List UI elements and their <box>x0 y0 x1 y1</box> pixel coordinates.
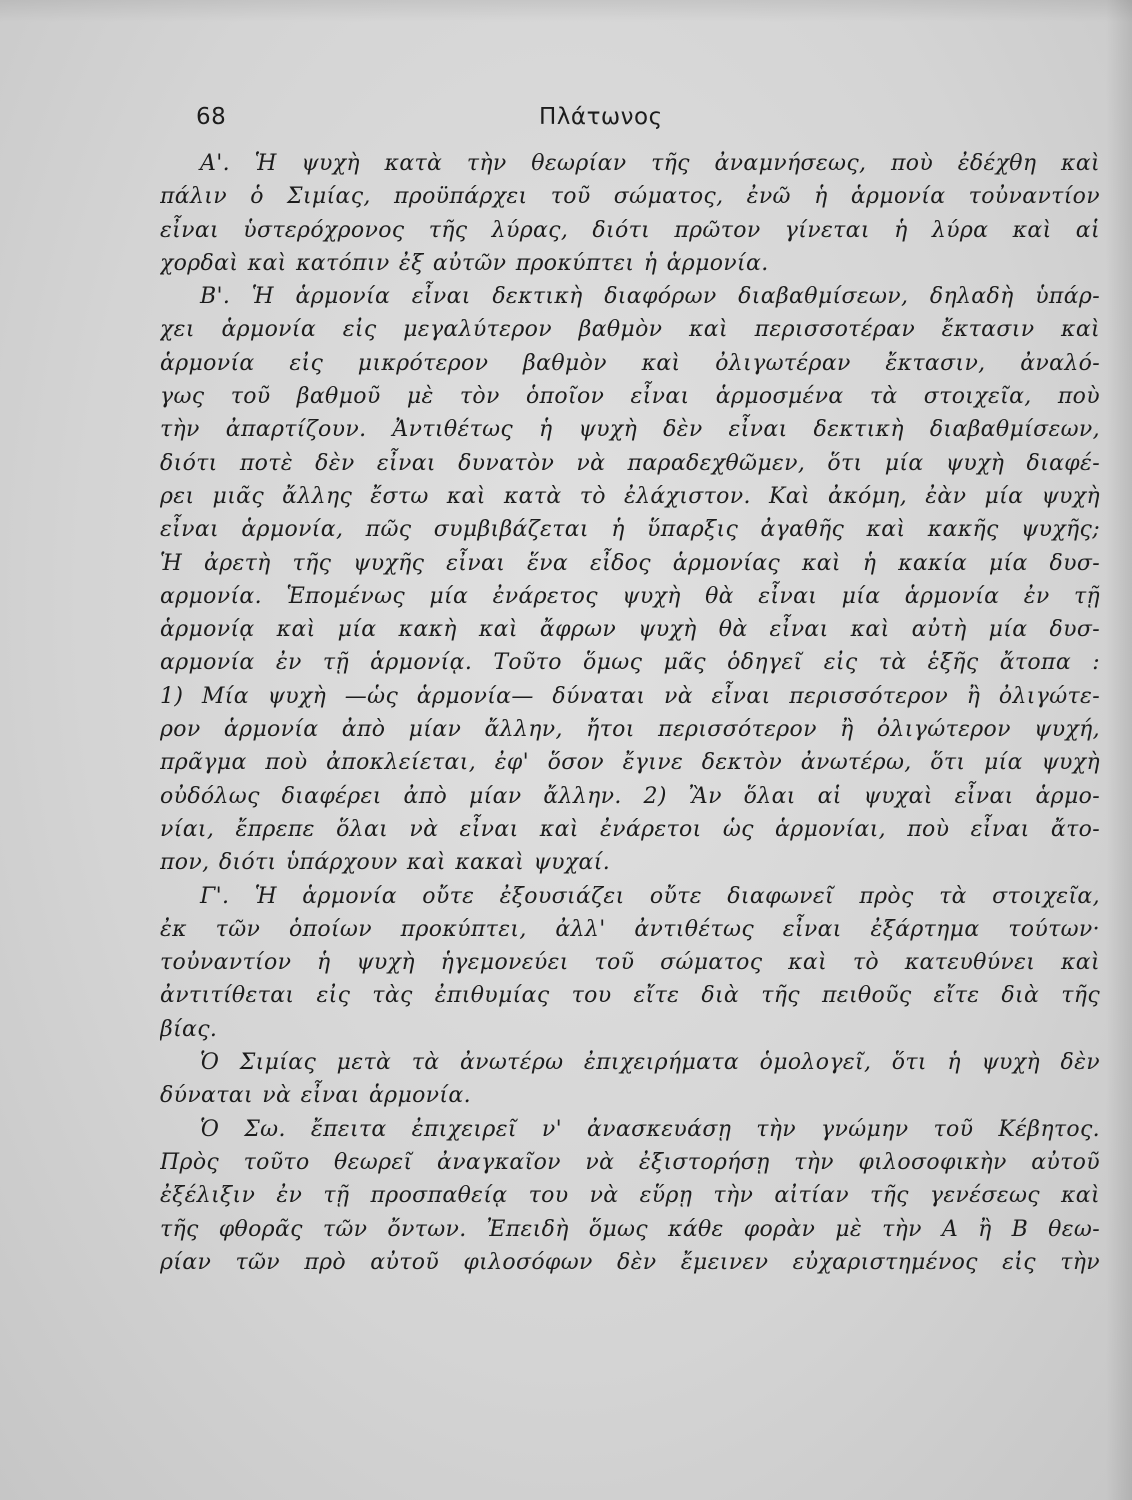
text-line: ρον ἁρμονία ἀπὸ μίαν ἄλλην, ἤτοι περισσότερον ἢ ὀλιγώτερον ψυχή, <box>160 717 1100 743</box>
page-edge-shadow <box>1106 0 1132 1500</box>
text-line: χορδαὶ καὶ κατόπιν ἐξ αὐτῶν προκύπτει ἡ ἁρμονία. <box>160 250 769 276</box>
text-line: Α'. Ἡ ψυχὴ κατὰ τὴν θεωρίαν τῆς ἀναμνήσεως, ποὺ ἐδέχθη καὶ <box>200 151 1100 176</box>
body-text <box>160 147 1100 1477</box>
text-line: οὐδόλως διαφέρει ἀπὸ μίαν ἄλλην. 2) Ἂν ὅλαι αἱ ψυχαὶ εἶναι ἁρμο- <box>160 783 1100 809</box>
page-top-shadow <box>0 0 1132 22</box>
text-line: χει ἁρμονία εἰς μεγαλύτερον βαθμὸν καὶ περισσοτέραν ἔκτασιν καὶ <box>160 317 1100 343</box>
text-line: διότι ποτὲ δὲν εἶναι δυνατὸν νὰ παραδεχθῶμεν, ὅτι μία ψυχὴ διαφέ- <box>160 450 1100 476</box>
text-line: εἶναι ἁρμονία, πῶς συμβιβάζεται ἡ ὕπαρξις ἀγαθῆς καὶ κακῆς ψυχῆς; <box>160 517 1100 543</box>
running-title: Πλάτωνος <box>539 104 663 130</box>
text-line: αρμονία ἐν τῇ ἁρμονίᾳ. Τοῦτο ὅμως μᾶς ὁδηγεῖ εἰς τὰ ἑξῆς ἄτοπα : <box>160 650 1100 676</box>
text-line: γως τοῦ βαθμοῦ μὲ τὸν ὁποῖον εἶναι ἁρμοσμένα τὰ στοιχεῖα, ποὺ <box>160 384 1100 410</box>
text-line: ἀντιτίθεται εἰς τὰς ἐπιθυμίας του εἴτε διὰ τῆς πειθοῦς εἴτε διὰ τῆς <box>160 983 1100 1009</box>
text-line: Ὁ Σιμίας μετὰ τὰ ἀνωτέρω ἐπιχειρήματα ὁμολογεῖ, ὅτι ἡ ψυχὴ δὲν <box>200 1050 1100 1076</box>
text-line: Ὁ Σω. ἔπειτα ἐπιχειρεῖ ν' ἀνασκευάσῃ τὴν γνώμην τοῦ Κέβητος. <box>200 1116 1100 1142</box>
text-line: 1) Μία ψυχὴ —ὡς ἁρμονία— δύναται νὰ εἶναι περισσότερον ἢ ὀλιγώτε- <box>160 683 1100 709</box>
text-line: πρᾶγμα ποὺ ἀποκλείεται, ἐφ' ὅσον ἔγινε δεκτὸν ἀνωτέρω, ὅτι μία ψυχὴ <box>160 750 1100 776</box>
text-line: εἶναι ὑστερόχρονος τῆς λύρας, διότι πρῶτον γίνεται ἡ λύρα καὶ αἱ <box>160 217 1100 243</box>
text-line: πον, διότι ὑπάρχουν καὶ κακαὶ ψυχαί. <box>160 850 611 876</box>
text-line: ἐξέλιξιν ἐν τῇ προσπαθείᾳ του νὰ εὕρῃ τὴν αἰτίαν τῆς γενέσεως καὶ <box>160 1183 1100 1209</box>
text-line: τὴν ἀπαρτίζουν. Ἀντιθέτως ἡ ψυχὴ δὲν εἶναι δεκτικὴ διαβαθμίσεων, <box>160 417 1100 443</box>
page-header <box>0 104 1132 140</box>
text-line: ἁρμονία εἰς μικρότερον βαθμὸν καὶ ὀλιγωτέραν ἔκτασιν, ἀναλό- <box>160 350 1100 376</box>
text-line: ρίαν τῶν πρὸ αὐτοῦ φιλοσόφων δὲν ἔμεινεν εὐχαριστημένος εἰς τὴν <box>160 1249 1100 1275</box>
text-line: ἐκ τῶν ὁποίων προκύπτει, ἀλλ' ἀντιθέτως εἶναι ἐξάρτημα τούτων· <box>160 916 1100 942</box>
text-line: τῆς φθορᾶς τῶν ὄντων. Ἐπειδὴ ὅμως κάθε φορὰν μὲ τὴν Α ἢ Β θεω- <box>160 1216 1100 1242</box>
text-line: Πρὸς τοῦτο θεωρεῖ ἀναγκαῖον νὰ ἐξιστορήσῃ τὴν φιλοσοφικὴν αὐτοῦ <box>160 1149 1100 1175</box>
text-line: βίας. <box>160 1016 218 1042</box>
text-line: Β'. Ἡ ἁρμονία εἶναι δεκτικὴ διαφόρων διαβαθμίσεων, δηλαδὴ ὑπάρ- <box>200 284 1100 310</box>
text-line: δύναται νὰ εἶναι ἁρμονία. <box>160 1083 471 1109</box>
page-number: 68 <box>196 104 227 130</box>
text-line: νίαι, ἔπρεπε ὅλαι νὰ εἶναι καὶ ἐνάρετοι ὡς ἁρμονίαι, ποὺ εἶναι ἄτο- <box>160 816 1100 842</box>
text-line: ἁρμονίᾳ καὶ μία κακὴ καὶ ἄφρων ψυχὴ θὰ εἶναι καὶ αὐτὴ μία δυσ- <box>160 617 1100 643</box>
text-line: ρει μιᾶς ἄλλης ἔστω καὶ κατὰ τὸ ἐλάχιστον. Καὶ ἀκόμη, ἐὰν μία ψυχὴ <box>160 483 1100 509</box>
text-line: τοὐναντίον ἡ ψυχὴ ἡγεμονεύει τοῦ σώματος καὶ τὸ κατευθύνει καὶ <box>160 950 1100 976</box>
text-line: αρμονία. Ἑπομένως μία ἐνάρετος ψυχὴ θὰ εἶναι μία ἁρμονία ἐν τῇ <box>160 583 1100 609</box>
text-line: Ἡ ἀρετὴ τῆς ψυχῆς εἶναι ἕνα εἶδος ἁρμονίας καὶ ἡ κακία μία δυσ- <box>160 550 1100 576</box>
text-line: Γ'. Ἡ ἁρμονία οὔτε ἐξουσιάζει οὔτε διαφωνεῖ πρὸς τὰ στοιχεῖα, <box>200 883 1100 909</box>
text-line: πάλιν ὁ Σιμίας, προϋπάρχει τοῦ σώματος, ἐνῶ ἡ ἁρμονία τοὐναντίον <box>160 184 1100 210</box>
